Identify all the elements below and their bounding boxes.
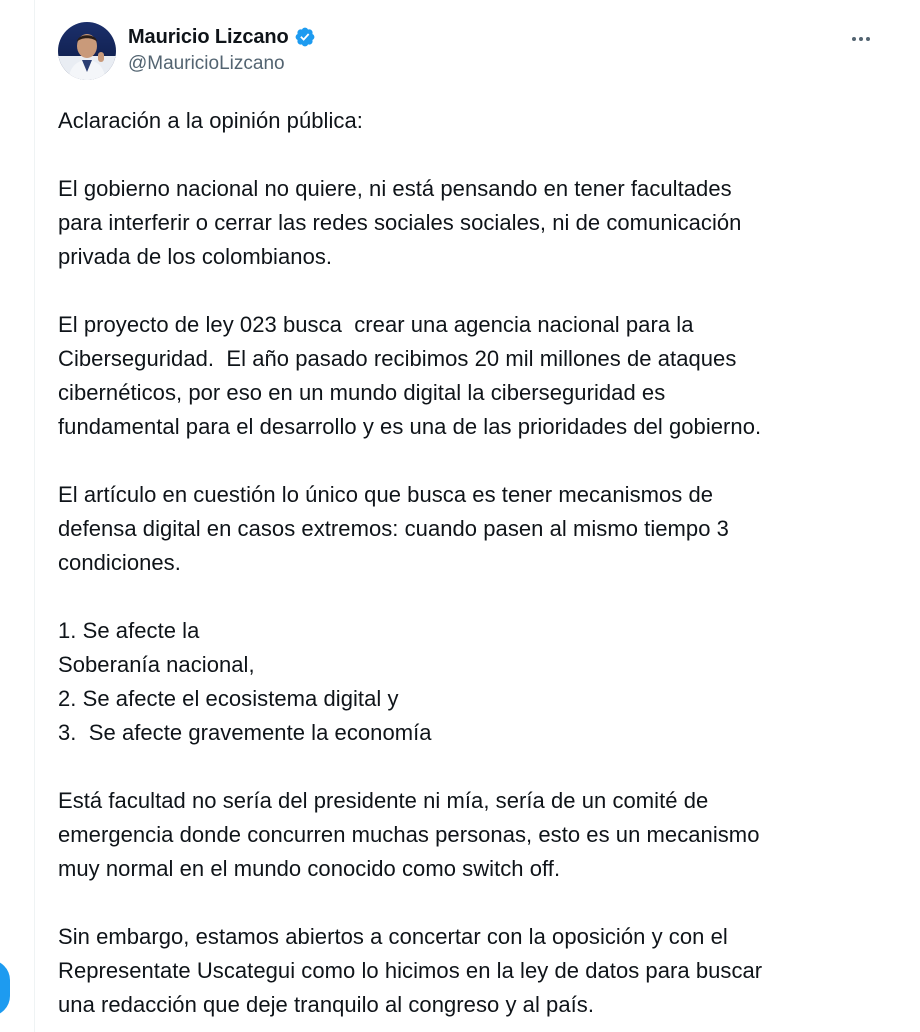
tweet-paragraph xyxy=(58,920,878,1022)
tweet-paragraph xyxy=(58,308,878,444)
tweet-text-line: El proyecto de ley 023 busca crear una agencia nacional para la xyxy=(58,312,694,337)
name-row xyxy=(128,24,316,50)
timeline-divider xyxy=(34,0,35,1032)
tweet-text-line: muy normal en el mundo conocido como switch off. xyxy=(58,856,561,881)
tweet-text-line: cibernéticos, por eso en un mundo digital la ciberseguridad es xyxy=(58,380,666,405)
tweet-text-line: Ciberseguridad. El año pasado recibimos 20 mil millones de ataques xyxy=(58,346,737,371)
verified-badge-icon xyxy=(294,26,316,48)
tweet-text-line: para interferir o cerrar las redes sociales sociales, ni de comunicación xyxy=(58,210,742,235)
compose-button-edge[interactable] xyxy=(0,960,10,1016)
tweet-text xyxy=(58,104,878,1022)
tweet-text-line: Representate Uscategui como lo hicimos en la ley de datos para buscar xyxy=(58,958,763,983)
tweet-text-line: Sin embargo, estamos abiertos a concertar con la oposición y con el xyxy=(58,924,728,949)
tweet-text-line: Aclaración a la opinión pública: xyxy=(58,108,363,133)
tweet-paragraph xyxy=(58,104,878,138)
tweet-text-line: Está facultad no sería del presidente ni mía, sería de un comité de xyxy=(58,788,709,813)
tweet-paragraph xyxy=(58,784,878,886)
tweet-text-line: 3. Se afecte gravemente la economía xyxy=(58,720,432,745)
tweet-paragraph xyxy=(58,478,878,580)
tweet-text-line: El artículo en cuestión lo único que busca es tener mecanismos de xyxy=(58,482,714,507)
tweet-paragraph xyxy=(58,614,878,750)
author-handle[interactable]: @MauricioLizcano xyxy=(128,53,285,74)
tweet-text-line: una redacción que deje tranquilo al congreso y al país. xyxy=(58,992,594,1017)
tweet-text-line: fundamental para el desarrollo y es una de las prioridades del gobierno. xyxy=(58,414,762,439)
tweet-text-line: defensa digital en casos extremos: cuando pasen al mismo tiempo 3 xyxy=(58,516,729,541)
avatar[interactable] xyxy=(58,22,116,80)
tweet-text-line: 2. Se afecte el ecosistema digital y xyxy=(58,686,399,711)
tweet-text-line: El gobierno nacional no quiere, ni está pensando en tener facultades xyxy=(58,176,732,201)
tweet-header xyxy=(58,20,878,82)
tweet-text-line: emergencia donde concurren muchas personas, esto es un mecanismo xyxy=(58,822,760,847)
tweet xyxy=(58,20,878,1032)
author-display-name[interactable]: Mauricio Lizcano xyxy=(128,25,289,48)
tweet-text-line: condiciones. xyxy=(58,550,181,575)
author-block xyxy=(128,24,316,75)
more-options-icon[interactable] xyxy=(844,22,878,56)
tweet-paragraph xyxy=(58,172,878,274)
tweet-text-line: 1. Se afecte la xyxy=(58,618,200,643)
tweet-text-line: privada de los colombianos. xyxy=(58,244,333,269)
tweet-text-line: Soberanía nacional, xyxy=(58,652,255,677)
